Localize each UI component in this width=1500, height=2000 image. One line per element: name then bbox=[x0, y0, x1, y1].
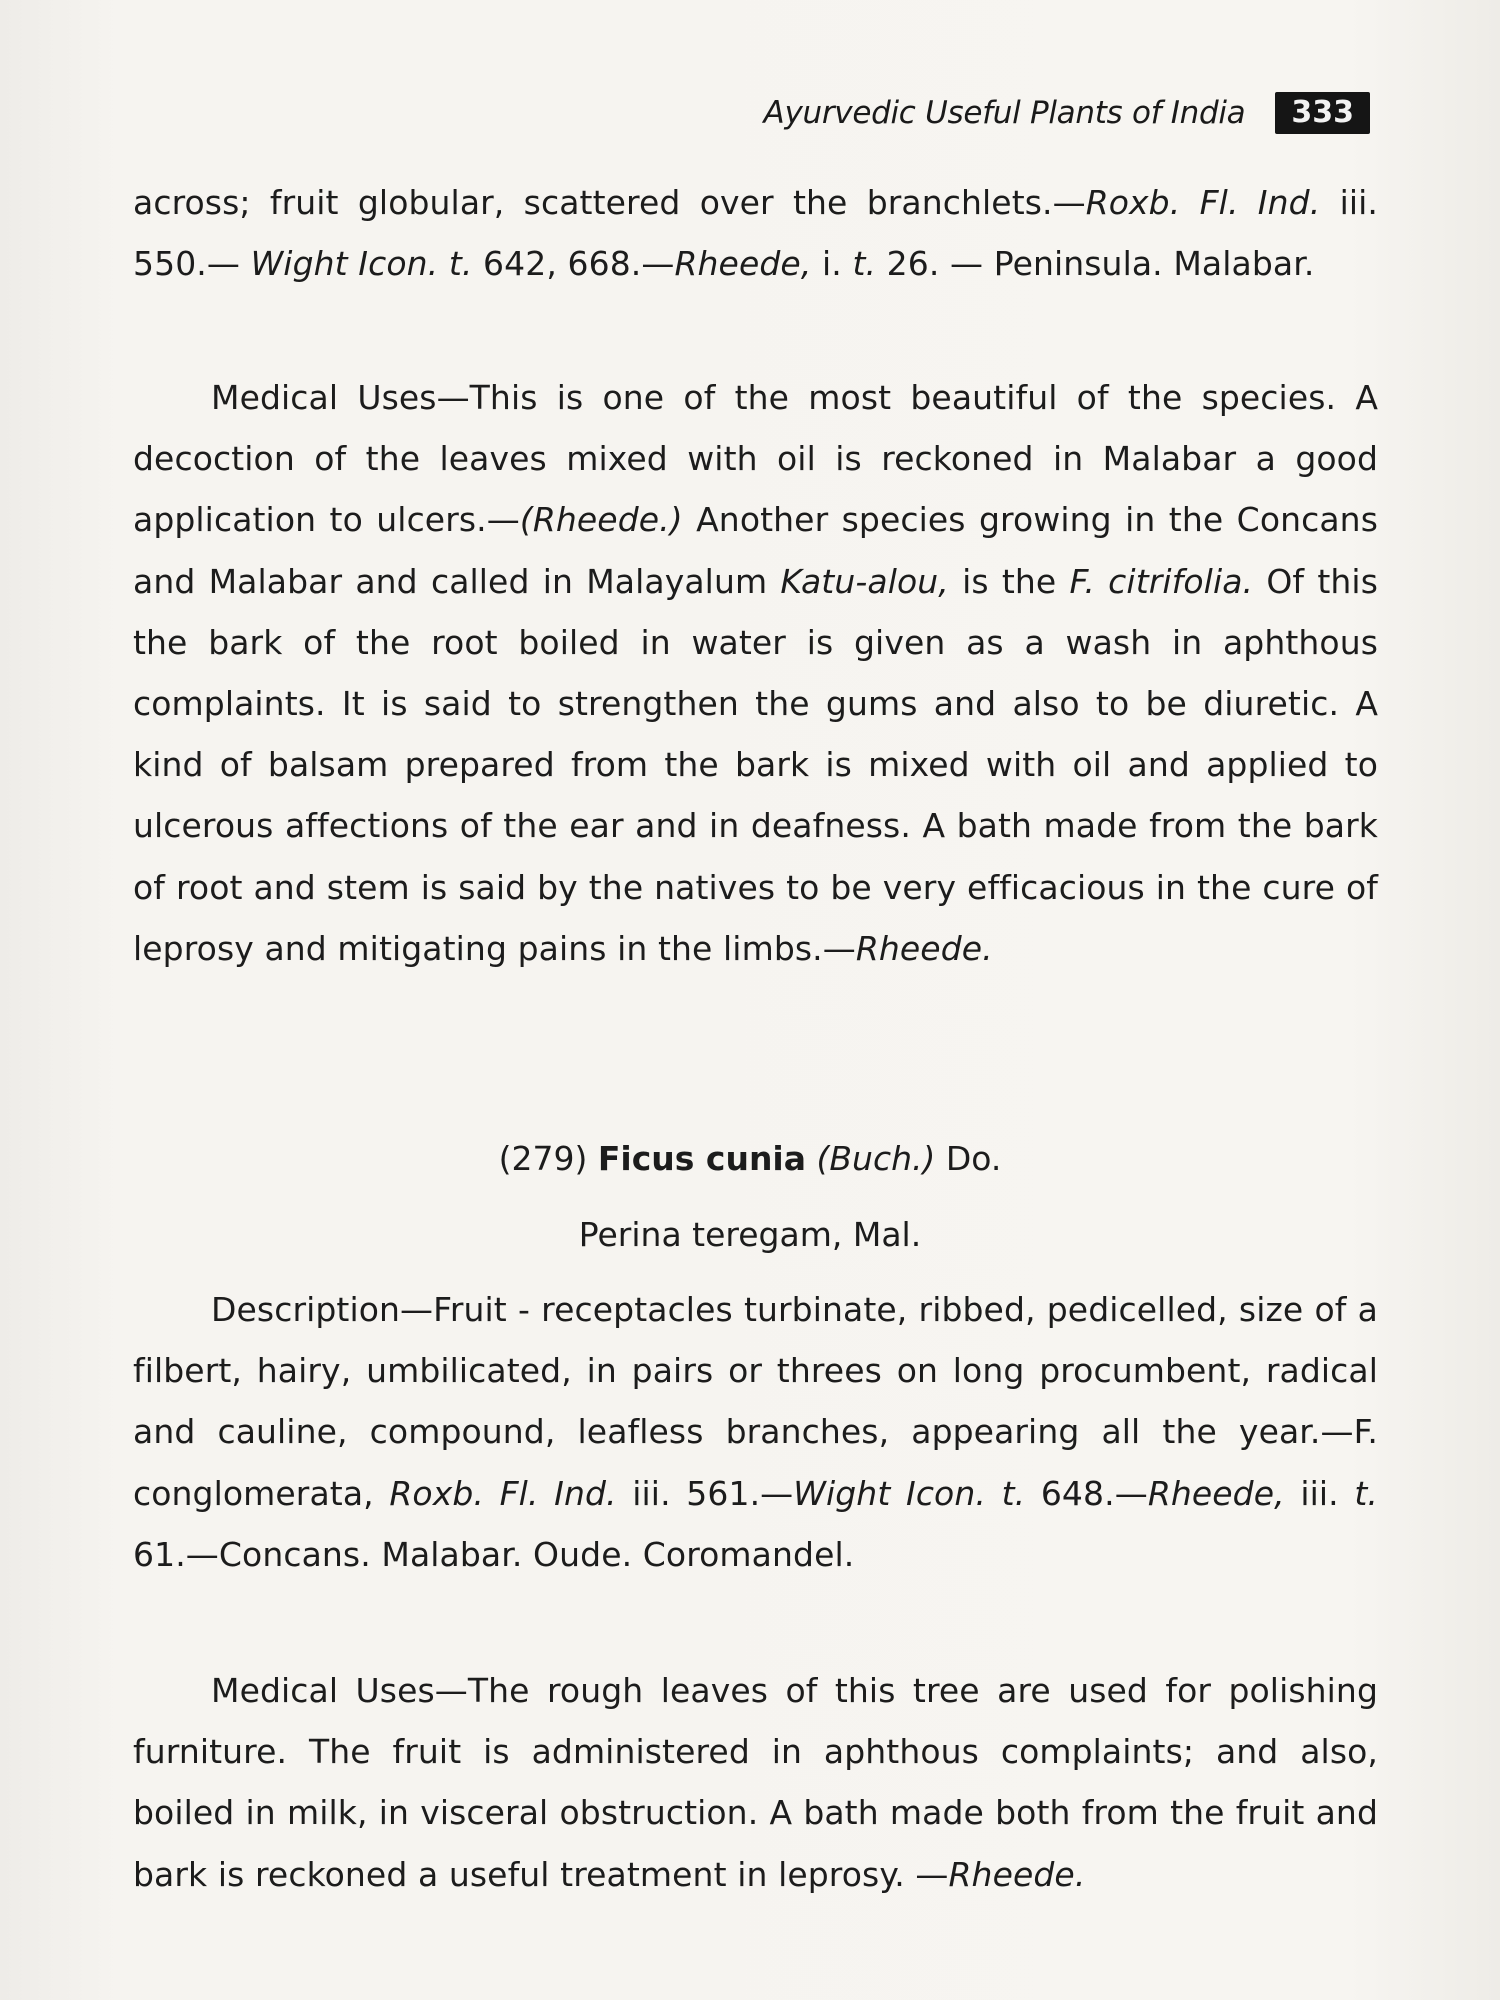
citation-italic: Rheede. bbox=[855, 928, 993, 968]
text-run: is the bbox=[948, 561, 1070, 601]
citation-italic: Wight Icon. t. bbox=[793, 1473, 1026, 1513]
text-run: iii. 561.— bbox=[616, 1473, 794, 1513]
text-run: iii. bbox=[1284, 1473, 1355, 1513]
text-run: i. bbox=[811, 244, 853, 284]
citation-italic: Roxb. Fl. Ind. bbox=[389, 1473, 617, 1513]
text-run: across; fruit globular, scattered over the branchlets.— bbox=[133, 183, 1086, 222]
citation-italic: (Rheede.) bbox=[519, 500, 683, 540]
paragraph-text bbox=[133, 172, 1378, 294]
species-italic: F. citrifolia. bbox=[1069, 561, 1254, 601]
paragraph-text bbox=[133, 367, 1378, 979]
species-authority-italic: (Buch.) bbox=[816, 1139, 936, 1178]
citation-italic: Roxb. Fl. Ind. bbox=[1085, 183, 1321, 222]
citation-italic: t. bbox=[1354, 1473, 1378, 1513]
text-run: Of this the bark of the root boiled in water is given as a wash in aphthous complaints. It is said to strengthen the gums and also to be diuretic. A kind of balsam prepared from the bark is mixed with oil and applied to ulcerous affections of the ear and in deafness. A bath made from the bark of root and stem is said by the natives to be very efficacious in the cure of leprosy and mitigating pains in the limbs.— bbox=[133, 561, 1378, 968]
text-run: iii. 550.— bbox=[133, 183, 1378, 284]
species-heading bbox=[0, 1128, 1500, 1190]
citation-italic: Rheede, bbox=[674, 244, 812, 284]
species-authority: Do. bbox=[935, 1139, 1002, 1178]
species-number: (279) bbox=[498, 1139, 598, 1178]
text-run: 26. — Peninsula. Malabar. bbox=[876, 244, 1315, 284]
text-run: Medical Uses—The rough leaves of this tree are used for polishing furniture. The fruit is administered in aphthous complaints; and also, boiled in milk, in visceral obstruction. A bath made both from the fruit and bark is reckoned a useful treatment in leprosy. — bbox=[133, 1671, 1378, 1894]
paragraph-medical-uses-2 bbox=[133, 1660, 1378, 1905]
paragraph-medical-uses-1 bbox=[133, 367, 1378, 979]
text-run: 642, 668.— bbox=[472, 244, 675, 284]
citation-italic: Rheede. bbox=[948, 1854, 1086, 1894]
text-run: Medical Uses—This is one of the most beautiful of the species. A decoction of the leaves mixed with oil is reckoned in Malabar a good application to ulcers.— bbox=[133, 378, 1378, 540]
citation-italic: Rheede, bbox=[1147, 1473, 1285, 1513]
text-run: 61.—Concans. Malabar. Oude. Coromandel. bbox=[133, 1534, 855, 1574]
citation-italic: t. bbox=[852, 244, 877, 284]
text-run: Another species growing in the Concans and Malabar and called in Malayalum bbox=[133, 500, 1378, 601]
species-name: Ficus cunia bbox=[597, 1139, 807, 1178]
text-run: 648.— bbox=[1025, 1473, 1148, 1513]
paragraph-text bbox=[133, 1660, 1378, 1905]
paragraph-text bbox=[133, 1279, 1378, 1585]
text-run: Description—Fruit - receptacles turbinate, ribbed, pedicelled, size of a filbert, hairy, umbilicated, in pairs or threes on long procumbent, radical and cauline, compound, leafless branches, appearing all the year.—F. conglomerata, bbox=[133, 1290, 1378, 1513]
paragraph-description bbox=[133, 1279, 1378, 1585]
vernacular-name: Perina teregam, Mal. bbox=[578, 1215, 922, 1254]
page-number: 333 bbox=[1275, 92, 1370, 134]
vernacular-italic: Katu-alou, bbox=[780, 561, 949, 601]
running-header bbox=[764, 92, 1370, 134]
citation-italic: Wight Icon. t. bbox=[250, 244, 473, 284]
running-title: Ayurvedic Useful Plants of India bbox=[763, 95, 1246, 131]
paragraph-continuation bbox=[133, 172, 1378, 294]
